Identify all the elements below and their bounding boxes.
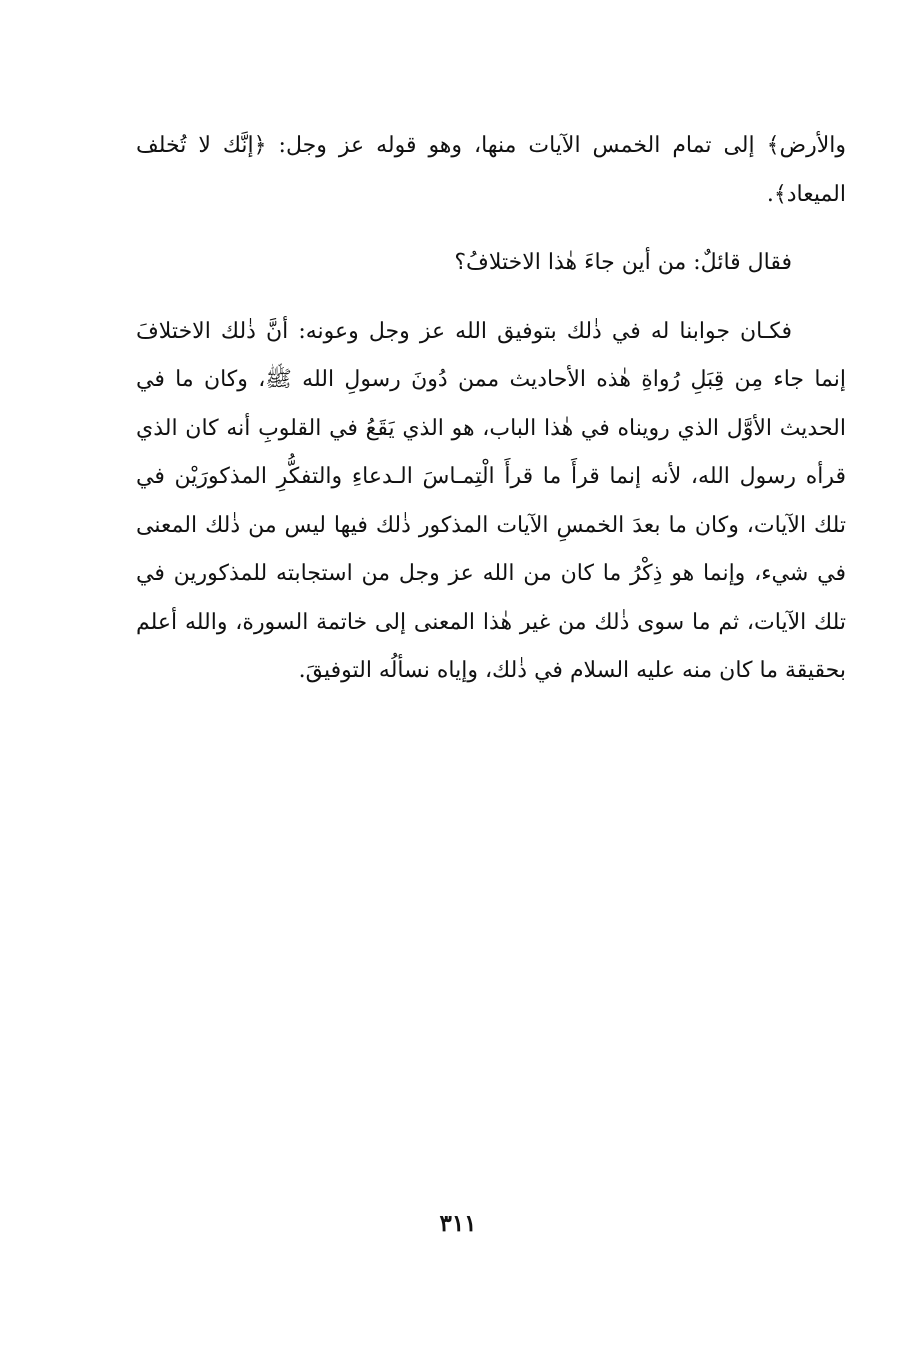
main-text [136, 122, 846, 696]
paragraph-1: والأرض﴾ إلى تمام الخمس الآيات منها، وهو قوله عز وجل: ﴿إنَّك لا تُخلف الميعاد﴾. [136, 133, 846, 207]
paragraph-2: فقال قائلٌ: من أين جاءَ هٰذا الاختلافُ؟ [454, 250, 792, 275]
page-number: ٣١١ [439, 1210, 477, 1237]
paragraph-3: فكـان جوابنا له في ذٰلك بتوفيق الله عز وجل وعونه: أنَّ ذٰلك الاختلافَ إنما جاء مِن قِبَلِ رُواةِ هٰذه الأحاديث ممن دُونَ رسولِ الله ﷺ، وكان ما في الحديث الأوَّل الذي رويناه في هٰذا الباب، هو الذي يَقَعُ في القلوبِ أنه كان الذي قرأه رسول الله، لأنه إنما قرأَ ما قرأَ الْتِمـاسَ الـدعاءِ والتفكُّرِ المذكورَيْن في تلك الآيات، وكان ما بعدَ الخمسِ الآيات المذكور ذٰلك فيها ليس من ذٰلك المعنى في شيء، وإنما هو ذِكْرُ ما كان من الله عز وجل من استجابته للمذكورين في تلك الآيات، ثم ما سوى ذٰلك من غير هٰذا المعنى إلى خاتمة السورة، والله أعلم بحقيقة ما كان منه عليه السلام في ذٰلك، وإياه نسألُه التوفيقَ. [136, 318, 846, 683]
